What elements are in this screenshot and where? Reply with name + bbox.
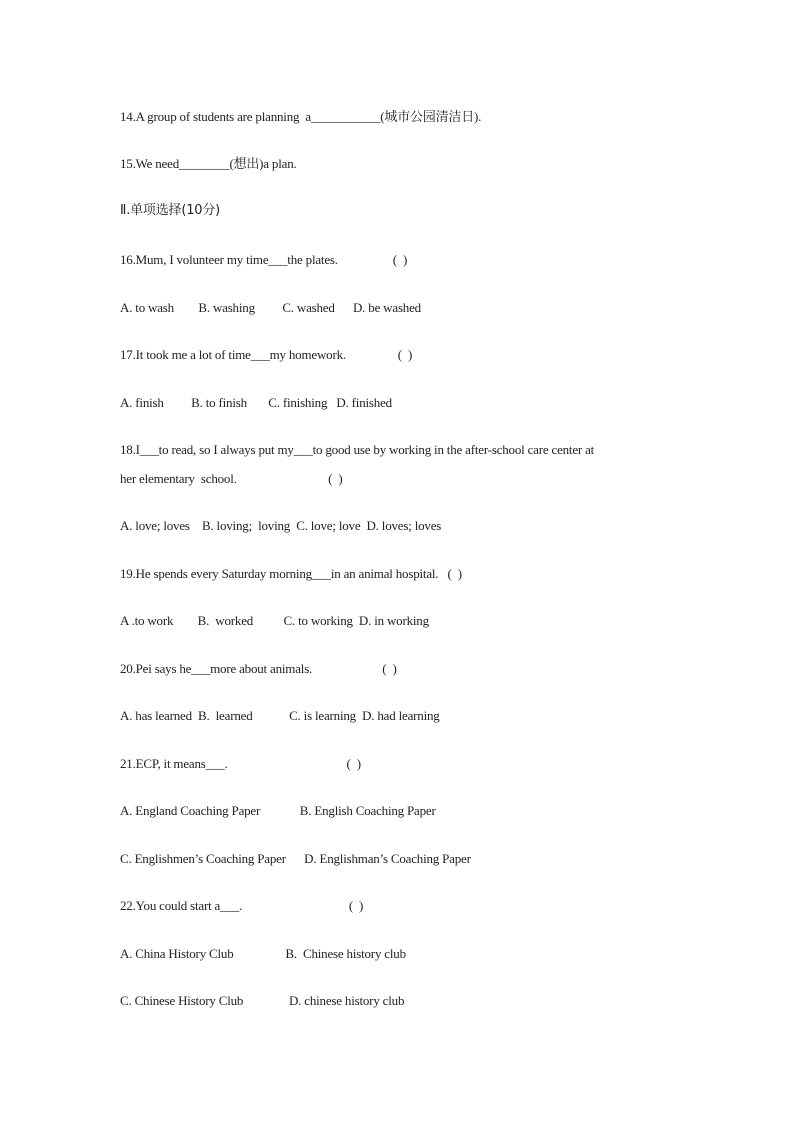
- question-15: 15.We need________(想出)a plan.: [120, 156, 297, 171]
- question-16: 16.Mum, I volunteer my time___the plates. ( ): [120, 252, 408, 267]
- options-21-line-1: A. England Coaching Paper B. English Coaching Paper: [120, 803, 436, 818]
- question-19: 19.He spends every Saturday morning___in an animal hospital. ( ): [120, 566, 462, 581]
- options-22-line-1: A. China History Club B. Chinese history club: [120, 946, 406, 961]
- question-17: 17.It took me a lot of time___my homework. ( ): [120, 347, 413, 362]
- options-20: A. has learned B. learned C. is learning D. had learning: [120, 708, 440, 723]
- question-18-line-1: 18.I___to read, so I always put my___to good use by working in the after-school care center at: [120, 442, 595, 457]
- options-19: A .to work B. worked C. to working D. in working: [120, 613, 429, 628]
- options-17: A. finish B. to finish C. finishing D. finished: [120, 395, 392, 410]
- section-heading: Ⅱ.单项选择(10分): [120, 203, 221, 218]
- question-21: 21.ECP, it means___. ( ): [120, 756, 361, 771]
- question-20: 20.Pei says he___more about animals. ( ): [120, 661, 397, 676]
- question-14: 14.A group of students are planning a___________(城市公园清洁日).: [120, 109, 482, 124]
- question-18-line-2: her elementary school. ( ): [120, 471, 343, 486]
- options-16: A. to wash B. washing C. washed D. be washed: [120, 300, 421, 315]
- options-18: A. love; loves B. loving; loving C. love; love D. loves; loves: [120, 518, 442, 533]
- options-21-line-2: C. Englishmen’s Coaching Paper D. Englishman’s Coaching Paper: [120, 851, 471, 866]
- options-22-line-2: C. Chinese History Club D. chinese history club: [120, 993, 405, 1008]
- question-22: 22.You could start a___. ( ): [120, 898, 364, 913]
